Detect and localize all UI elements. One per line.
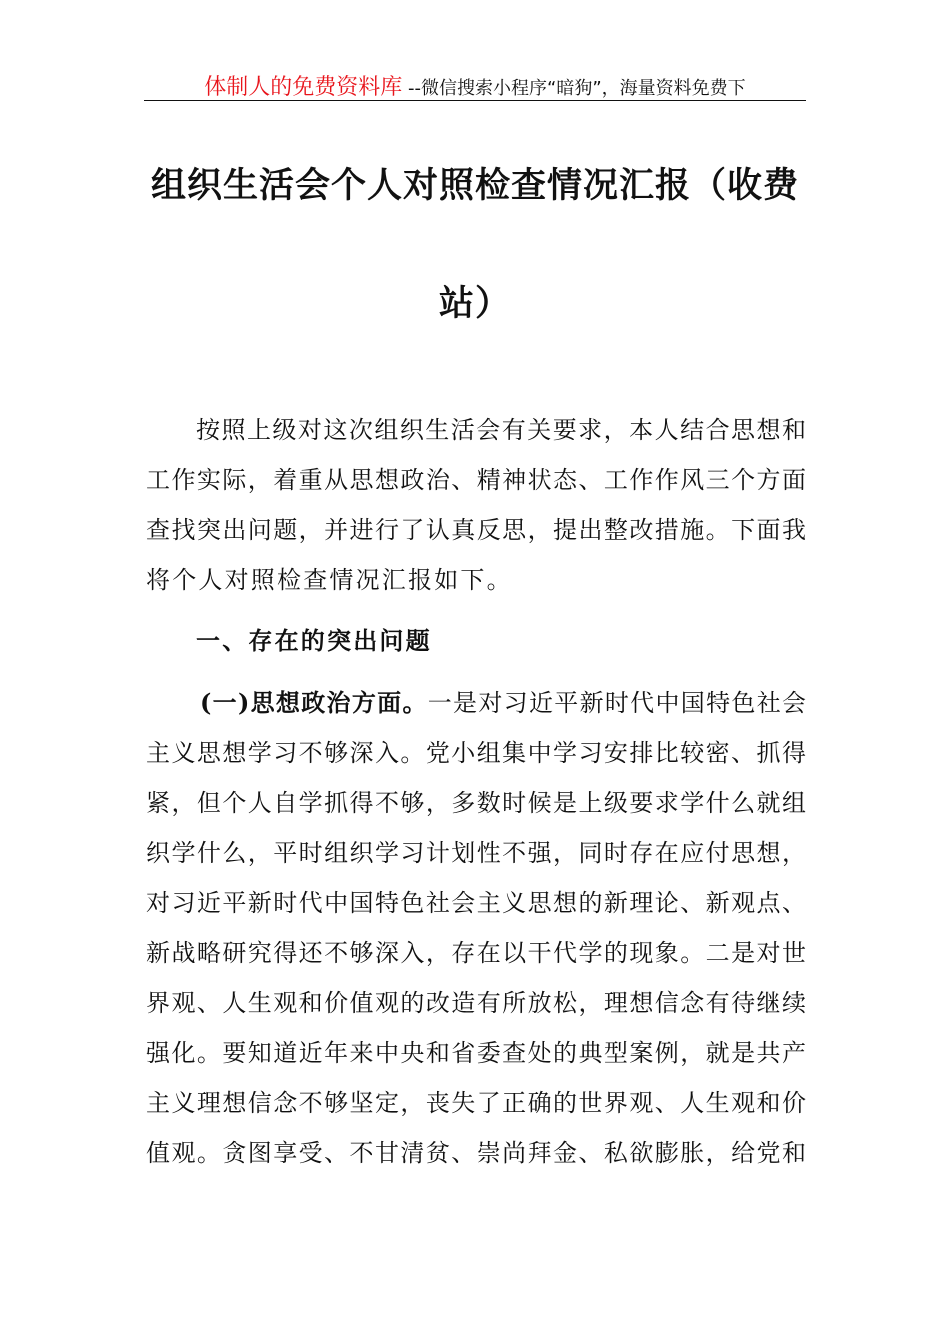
body-line: 值观。贪图享受、不甘清贫、崇尚拜金、私欲膨胀，给党和 <box>146 1139 806 1167</box>
document-title-line-2: 站） <box>438 283 511 324</box>
body-line: 主义思想学习不够深入。党小组集中学习安排比较密、抓得 <box>146 739 806 767</box>
body-line: 界观、人生观和价值观的改造有所放松，理想信念有待继续 <box>146 989 806 1017</box>
document-title-line-1: 组织生活会个人对照检查情况汇报（收费 <box>150 165 799 206</box>
header-promo: --微信搜索小程序“暗狗”，海量资料免费下 <box>402 78 746 99</box>
body-line: 主义理想信念不够坚定，丧失了正确的世界观、人生观和价 <box>146 1089 806 1117</box>
subsection-first-line <box>200 688 806 718</box>
body-line: 新战略研究得还不够深入，存在以干代学的现象。二是对世 <box>146 939 806 967</box>
body-text: 一是对习近平新时代中国特色社会 <box>427 689 806 717</box>
intro-line: 工作实际，着重从思想政治、精神状态、工作作风三个方面 <box>146 466 806 494</box>
header-brand: 体制人的免费资料库 <box>204 75 403 100</box>
body-line: 强化。要知道近年来中央和省委查处的典型案例，就是共产 <box>146 1039 806 1067</box>
subsection-heading: (一)思想政治方面。 <box>200 688 428 717</box>
intro-line: 查找突出问题，并进行了认真反思，提出整改措施。下面我 <box>146 516 806 544</box>
intro-line: 将个人对照检查情况汇报如下。 <box>146 566 513 594</box>
body-line: 紧，但个人自学抓得不够，多数时候是上级要求学什么就组 <box>146 789 806 817</box>
page-header <box>144 70 806 101</box>
intro-line: 按照上级对这次组织生活会有关要求，本人结合思想和 <box>196 416 806 444</box>
section-heading: 一、存在的突出问题 <box>196 626 432 655</box>
body-line: 对习近平新时代中国特色社会主义思想的新理论、新观点、 <box>146 889 806 917</box>
body-line: 织学什么，平时组织学习计划性不强，同时存在应付思想， <box>146 839 806 867</box>
